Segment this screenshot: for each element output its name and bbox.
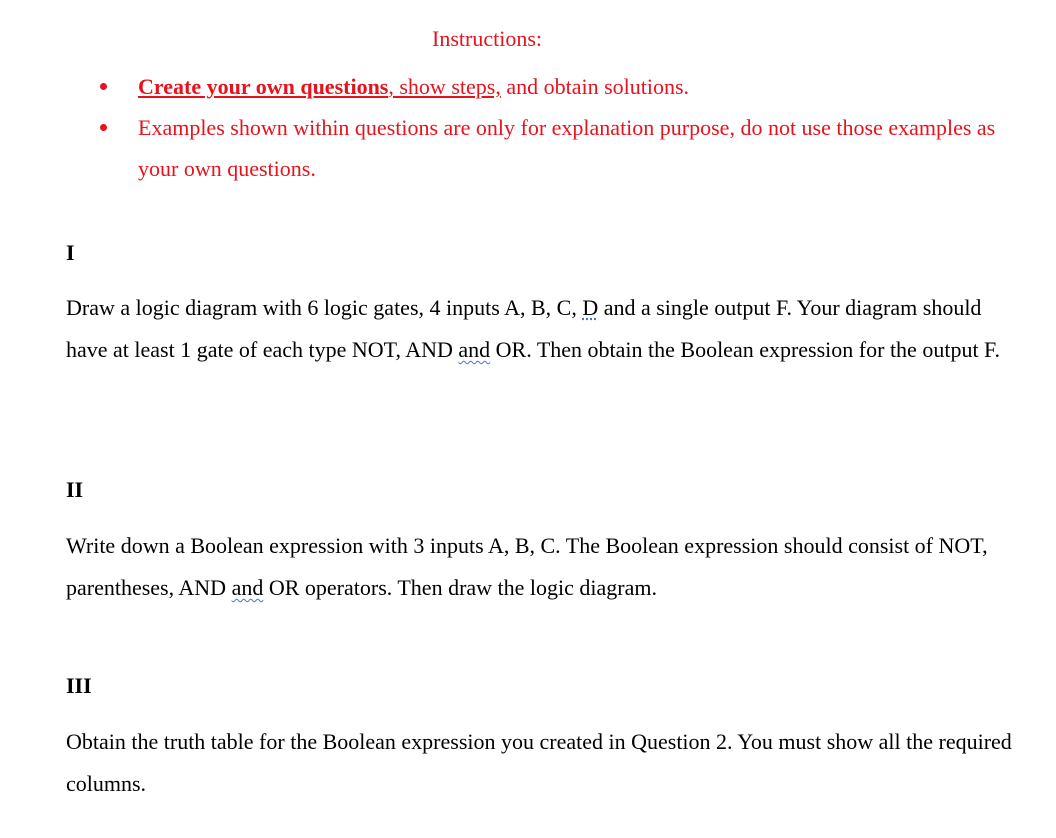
section-3-text: Obtain the truth table for the Boolean expression you created in Question 2. You must show all the required columns.: [66, 729, 1012, 796]
section-2-text-a: Write down a Boolean expression with 3 inputs A, B, C. The Boolean expression should consist of NOT, parentheses, AND: [66, 533, 988, 600]
section-2-heading: II: [66, 477, 84, 502]
section-1-mark-b: and: [458, 337, 491, 362]
instruction-1-underlined: , show steps,: [388, 74, 501, 99]
instruction-1-rest: and obtain solutions.: [500, 74, 690, 99]
section-3-heading: III: [66, 673, 92, 698]
instruction-bullet-2: [96, 107, 996, 189]
section-2-text: [66, 525, 1016, 609]
instructions-list: [96, 66, 996, 189]
section-1-text: [66, 287, 1016, 371]
section-1-text-c: OR. Then obtain the Boolean expression for the output F.: [490, 337, 1001, 362]
section-2-mark-a: and: [231, 575, 264, 600]
section-1-heading: I: [66, 240, 75, 265]
section-1-mark-a: D: [582, 295, 599, 320]
instruction-1-strong: Create your own questions: [138, 74, 389, 99]
instruction-2-text: Examples shown within questions are only for explanation purpose, do not use those examples as your own questions.: [138, 115, 996, 181]
bullet-dot-icon: [100, 83, 107, 90]
section-1-text-a: Draw a logic diagram with 6 logic gates, 4 inputs A, B, C,: [66, 295, 583, 320]
section-2-text-b: OR operators. Then draw the logic diagram.: [263, 575, 657, 600]
section-1-text-b: and a single output F. Your diagram should have at least 1 gate of each type NOT, AND: [66, 295, 982, 362]
instructions-title: Instructions:: [432, 26, 542, 51]
instruction-bullet-1: [96, 66, 996, 107]
bullet-dot-icon: [100, 124, 107, 131]
